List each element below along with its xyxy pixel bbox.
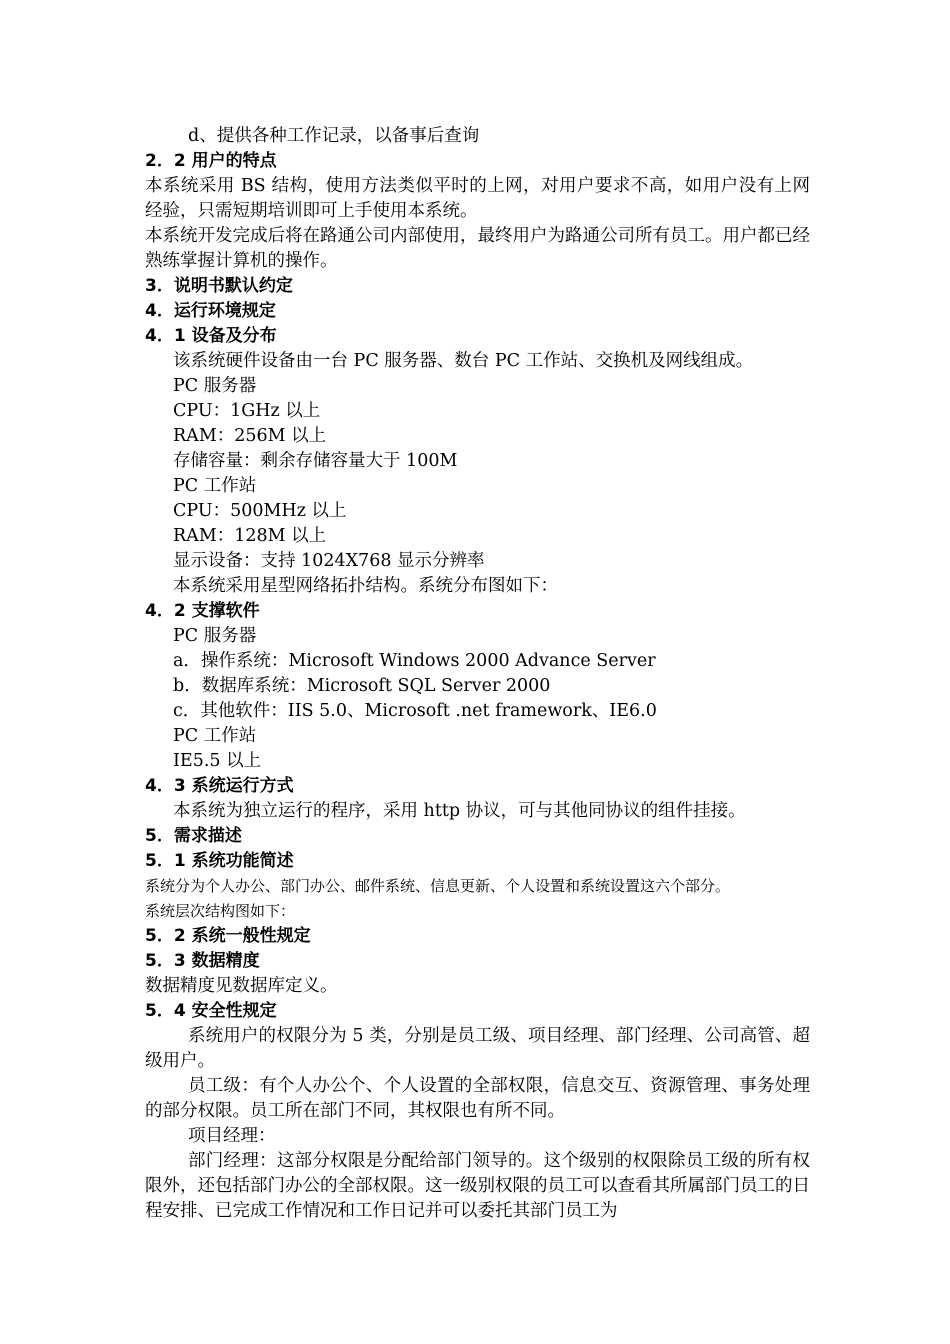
section-heading: 5．3 数据精度 [145,951,260,971]
text-line: 本系统采用星型网络拓扑结构。系统分布图如下： [173,576,558,596]
section-heading: 4．1 设备及分布 [145,326,277,346]
section-heading: 5．2 系统一般性规定 [145,926,311,946]
paragraph: 系统用户的权限分为 5 类，分别是员工级、项目经理、部门经理、公司高管、超级用户。 [145,1026,810,1071]
paragraph: 本系统开发完成后将在路通公司内部使用，最终用户为路通公司所有员工。用户都已经熟练掌握计算机的操作。 [145,226,810,271]
section-heading: 5．1 系统功能简述 [145,851,294,871]
text-line: RAM：256M 以上 [173,426,327,446]
text-line: PC 工作站 [173,726,257,746]
text-line: RAM：128M 以上 [173,526,327,546]
text-line: a．操作系统：Microsoft Windows 2000 Advance Server [173,651,656,671]
text-line: b．数据库系统：Microsoft SQL Server 2000 [173,676,551,696]
section-heading: 4．2 支撑软件 [145,601,260,621]
section-heading: 5．4 安全性规定 [145,1001,277,1021]
text-line: 系统分为个人办公、部门办公、邮件系统、信息更新、个人设置和系统设置这六个部分。 [145,877,731,895]
text-line: c．其他软件：IIS 5.0、Microsoft .net framework、IE6.0 [173,701,657,721]
paragraph: 项目经理： [188,1126,276,1146]
section-heading: 3．说明书默认约定 [145,276,293,296]
section-heading: 4．运行环境规定 [145,301,276,321]
list-item: d、提供各种工作记录，以备事后查询 [188,126,480,146]
text-line: 数据精度见数据库定义。 [145,976,338,996]
document-page [145,124,810,1224]
text-line: 系统层次结构图如下： [145,902,296,920]
text-line: PC 工作站 [173,476,257,496]
section-heading: 4．3 系统运行方式 [145,776,294,796]
section-heading: 5．需求描述 [145,826,242,846]
section-heading: 2．2 用户的特点 [145,151,277,171]
text-line: 显示设备：支持 1024X768 显示分辨率 [173,551,485,571]
text-line: PC 服务器 [173,626,257,646]
text-line: CPU：500MHz 以上 [173,501,347,521]
paragraph: 员工级：有个人办公个、个人设置的全部权限，信息交互、资源管理、事务处理的部分权限。员工所在部门不同，其权限也有所不同。 [145,1076,810,1121]
text-line: 该系统硬件设备由一台 PC 服务器、数台 PC 工作站、交换机及网线组成。 [173,351,754,371]
text-line: PC 服务器 [173,376,257,396]
paragraph: 本系统采用 BS 结构，使用方法类似平时的上网，对用户要求不高，如用户没有上网经验，只需短期培训即可上手使用本系统。 [145,176,810,221]
text-line: 存储容量：剩余存储容量大于 100M [173,451,458,471]
text-line: IE5.5 以上 [173,751,262,771]
text-line: CPU：1GHz 以上 [173,401,321,421]
paragraph: 部门经理：这部分权限是分配给部门领导的。这个级别的权限除员工级的所有权限外，还包括部门办公的全部权限。这一级别权限的员工可以查看其所属部门员工的日程安排、已完成工作情况和工作日记并可以委托其部门员工为 [145,1151,810,1221]
text-line: 本系统为独立运行的程序，采用 http 协议，可与其他同协议的组件挂接。 [173,801,746,821]
